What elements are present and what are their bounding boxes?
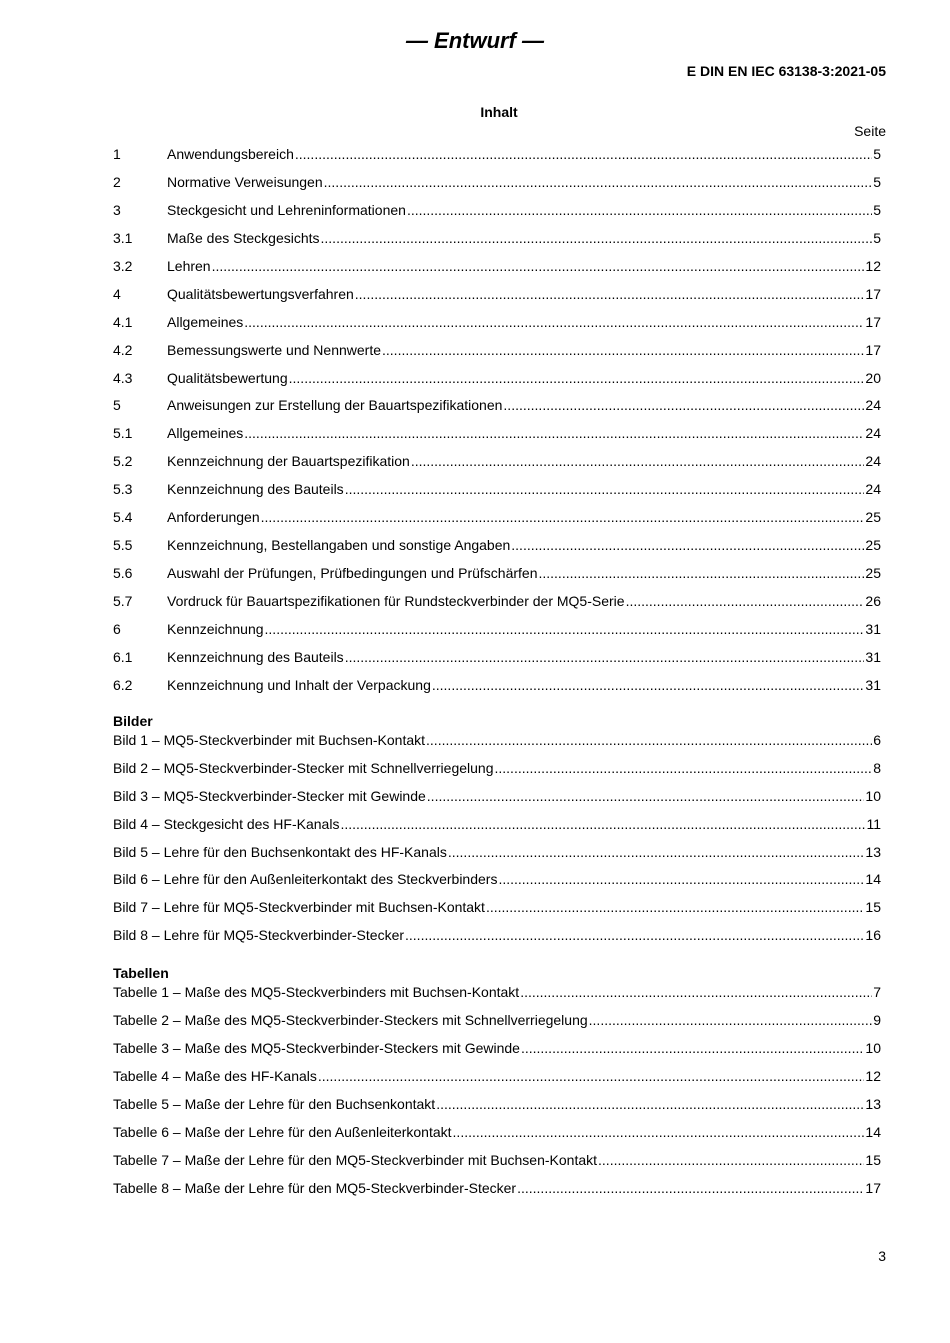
toc-entry-page: 17 — [865, 285, 881, 302]
toc-entry-title: Kennzeichnung der Bauartspezifikation — [167, 453, 410, 470]
toc-entry[interactable] — [113, 478, 881, 506]
figure-entry-page: 15 — [865, 899, 881, 916]
toc-entry-number: 1 — [113, 146, 121, 162]
table-entry-page: 13 — [865, 1096, 881, 1112]
dot-leader — [520, 983, 872, 1001]
dot-leader — [411, 450, 865, 472]
toc-entry[interactable] — [113, 562, 881, 590]
toc-entry-title: Auswahl der Prüfungen, Prüfbedingungen und Prüfschärfen — [167, 565, 538, 582]
figure-entry-title: Bild 2 – MQ5-Steckverbinder-Stecker mit Schnellverriegelung — [113, 759, 494, 776]
toc-entry-title: Kennzeichnung, Bestellangaben und sonstige Angaben — [167, 537, 511, 554]
toc-entry-number: 4.3 — [113, 369, 133, 386]
figure-entry[interactable] — [113, 926, 881, 954]
table-entry-page: 14 — [865, 1123, 881, 1140]
dot-leader — [517, 1179, 864, 1197]
figure-entry-page: 13 — [865, 843, 881, 860]
toc-entry-title: Qualitätsbewertung — [167, 369, 288, 386]
table-entry-title: Tabelle 1 – Maße des MQ5-Steckverbinders mit Buchsen-Kontakt — [113, 984, 520, 1001]
toc-entry-title: Kennzeichnung und Inhalt der Verpackung — [167, 676, 431, 693]
table-entry-title: Tabelle 2 – Maße des MQ5-Steckverbinder-Steckers mit Schnellverriegelung — [113, 1012, 588, 1029]
table-entry-title: Tabelle 4 – Maße des HF-Kanals — [113, 1068, 317, 1085]
tables-heading: Tabellen — [113, 965, 169, 982]
toc-entry-page: 31 — [865, 620, 881, 637]
table-entry[interactable] — [113, 983, 881, 1011]
dot-leader — [261, 506, 865, 528]
toc-entry-number: 5 — [113, 397, 121, 414]
toc-title: Inhalt — [480, 104, 518, 120]
toc-entry-page: 25 — [865, 537, 881, 554]
figure-entry-page: 16 — [865, 927, 881, 944]
toc-entry-title: Maße des Steckgesichts — [167, 229, 320, 246]
table-entry-page: 12 — [865, 1068, 881, 1085]
dot-leader — [265, 618, 865, 640]
dot-leader — [432, 674, 865, 696]
toc-entry-page: 24 — [865, 397, 881, 414]
toc-entry-number: 4 — [113, 285, 121, 302]
toc-entry-title: Normative Verweisungen — [167, 173, 323, 190]
figure-entry[interactable] — [113, 815, 881, 843]
dot-leader — [382, 339, 864, 361]
toc-entry-number: 5.4 — [113, 509, 133, 526]
dot-leader — [598, 1151, 864, 1169]
document-id: E DIN EN IEC 63138-3:2021-05 — [686, 63, 886, 79]
dot-leader — [498, 870, 864, 888]
toc-entry-page: 31 — [865, 676, 881, 693]
toc-entry-number: 2 — [113, 173, 121, 190]
figure-entry[interactable] — [113, 843, 881, 871]
toc-entry[interactable] — [113, 367, 881, 395]
toc-entry-page: 17 — [865, 313, 881, 330]
dot-leader — [355, 283, 865, 305]
dot-leader — [295, 143, 872, 165]
dot-leader — [426, 731, 872, 749]
figure-entry-page: 8 — [873, 759, 881, 776]
toc-entry-title: Anforderungen — [167, 509, 260, 526]
toc-entry[interactable] — [113, 590, 881, 618]
toc-entry[interactable] — [113, 646, 881, 674]
draft-label: — Entwurf — — [405, 28, 545, 53]
toc-entry[interactable] — [113, 450, 881, 478]
figure-entry-title: Bild 8 – Lehre für MQ5-Steckverbinder-Stecker — [113, 927, 405, 944]
figure-entry-title: Bild 7 – Lehre für MQ5-Steckverbinder mit Buchsen-Kontakt — [113, 899, 485, 916]
toc-entry-page: 5 — [873, 229, 881, 246]
toc-entry-title: Vordruck für Bauartspezifikationen für Rundsteckverbinder der MQ5-Serie — [167, 593, 625, 609]
table-entry-page: 10 — [865, 1040, 881, 1057]
table-entry[interactable] — [113, 1123, 881, 1151]
toc-entry-number: 6.2 — [113, 676, 133, 693]
figure-entry-page: 14 — [865, 871, 881, 888]
toc-entry-title: Allgemeines — [167, 313, 244, 330]
figure-entry-title: Bild 5 – Lehre für den Buchsenkontakt des HF-Kanals — [113, 843, 447, 860]
toc-entry-page: 5 — [873, 201, 881, 218]
table-entry-title: Tabelle 5 – Maße der Lehre für den Buchsenkontakt — [113, 1096, 436, 1112]
toc-entry[interactable] — [113, 227, 881, 255]
toc-entry-page: 24 — [865, 425, 881, 442]
toc-entry-page: 25 — [865, 509, 881, 526]
toc-entry-number: 5.5 — [113, 537, 133, 554]
toc-entry[interactable] — [113, 255, 881, 283]
dot-leader — [626, 590, 865, 612]
toc-entry-page: 26 — [865, 593, 881, 609]
dot-leader — [318, 1067, 865, 1085]
toc-entry-title: Bemessungswerte und Nennwerte — [167, 341, 382, 358]
dot-leader — [511, 534, 864, 556]
toc-entry-page: 20 — [865, 369, 881, 386]
page-number: 3 — [878, 1248, 886, 1264]
toc-entry-number: 5.1 — [113, 425, 133, 442]
dot-leader — [244, 311, 864, 333]
toc-entry[interactable] — [113, 394, 881, 422]
figure-entry[interactable] — [113, 731, 881, 759]
dot-leader — [589, 1011, 873, 1029]
toc-entry[interactable] — [113, 311, 881, 339]
tables-list — [113, 983, 881, 1207]
figure-entry-title: Bild 6 – Lehre für den Außenleiterkontakt des Steckverbinders — [113, 871, 498, 888]
figure-entry-page: 11 — [866, 815, 881, 832]
toc-entry-page: 17 — [865, 341, 881, 358]
toc-entry-page: 25 — [865, 565, 881, 582]
page-column-label: Seite — [854, 123, 886, 139]
toc-entry-number: 6.1 — [113, 648, 133, 665]
dot-leader — [340, 815, 865, 833]
toc-entry[interactable] — [113, 618, 881, 646]
figure-entry-title: Bild 4 – Steckgesicht des HF-Kanals — [113, 815, 340, 832]
toc-entry-page: 24 — [865, 453, 881, 470]
toc-entry-page: 5 — [873, 146, 881, 162]
dot-leader — [503, 394, 864, 416]
dot-leader — [495, 759, 873, 777]
dot-leader — [345, 478, 865, 500]
dot-leader — [405, 926, 864, 944]
table-entry-title: Tabelle 7 – Maße der Lehre für den MQ5-Steckverbinder mit Buchsen-Kontakt — [113, 1151, 598, 1168]
toc-entry[interactable] — [113, 422, 881, 450]
figure-entry-page: 10 — [865, 787, 881, 804]
table-entry[interactable] — [113, 1151, 881, 1179]
toc-entry-title: Anweisungen zur Erstellung der Bauartspezifikationen — [167, 397, 503, 414]
figure-entry[interactable] — [113, 870, 881, 898]
toc-entry[interactable] — [113, 143, 881, 171]
toc-entry-title: Kennzeichnung des Bauteils — [167, 648, 344, 665]
figures-heading: Bilder — [113, 712, 153, 729]
toc-entry[interactable] — [113, 283, 881, 311]
dot-leader — [407, 199, 872, 221]
toc-entry-title: Kennzeichnung des Bauteils — [167, 481, 344, 498]
toc-entry-title: Kennzeichnung — [167, 620, 264, 637]
toc-entry-number: 3.1 — [113, 229, 133, 246]
table-entry[interactable] — [113, 1039, 881, 1067]
toc-entry-page: 24 — [865, 481, 881, 498]
table-entry-page: 7 — [873, 984, 881, 1001]
toc-entry[interactable] — [113, 171, 881, 199]
dot-leader — [244, 422, 864, 444]
toc-entry[interactable] — [113, 339, 881, 367]
toc-entry-page: 12 — [865, 257, 881, 274]
toc-entry-number: 5.7 — [113, 593, 133, 609]
dot-leader — [521, 1039, 864, 1057]
dot-leader — [486, 898, 864, 916]
toc-entry-title: Lehren — [167, 257, 211, 274]
toc-entry-title: Anwendungsbereich — [167, 146, 294, 162]
table-entry[interactable] — [113, 1179, 881, 1207]
toc-section-list — [113, 143, 881, 702]
dot-leader — [427, 787, 865, 805]
table-entry-page: 17 — [865, 1179, 881, 1196]
figure-entry-title: Bild 3 – MQ5-Steckverbinder-Stecker mit Gewinde — [113, 787, 426, 804]
toc-entry-title: Qualitätsbewertungsverfahren — [167, 285, 354, 302]
toc-entry-title: Steckgesicht und Lehreninformationen — [167, 201, 406, 218]
toc-entry-number: 4.2 — [113, 341, 133, 358]
toc-entry[interactable] — [113, 199, 881, 227]
toc-entry-number: 3 — [113, 201, 121, 218]
toc-entry-page: 5 — [873, 173, 881, 190]
toc-entry-title: Allgemeines — [167, 425, 244, 442]
toc-entry-number: 6 — [113, 620, 121, 637]
dot-leader — [453, 1123, 865, 1141]
figure-entry-page: 6 — [873, 731, 881, 748]
toc-entry[interactable] — [113, 506, 881, 534]
toc-entry-number: 5.3 — [113, 481, 133, 498]
toc-entry-page: 31 — [865, 648, 881, 665]
toc-entry[interactable] — [113, 674, 881, 702]
table-entry-page: 9 — [873, 1012, 881, 1029]
figure-entry[interactable] — [113, 759, 881, 787]
table-entry-title: Tabelle 6 – Maße der Lehre für den Außenleiterkontakt — [113, 1123, 452, 1140]
dot-leader — [324, 171, 873, 193]
dot-leader — [345, 646, 865, 668]
table-entry[interactable] — [113, 1011, 881, 1039]
dot-leader — [436, 1095, 864, 1113]
dot-leader — [538, 562, 864, 584]
table-entry[interactable] — [113, 1095, 881, 1123]
dot-leader — [448, 843, 865, 861]
toc-entry-number: 5.6 — [113, 565, 133, 582]
toc-entry-number: 4.1 — [113, 313, 133, 330]
table-entry-page: 15 — [865, 1151, 881, 1168]
table-of-contents — [113, 143, 881, 1207]
figure-entry[interactable] — [113, 787, 881, 815]
dot-leader — [212, 255, 865, 277]
toc-entry[interactable] — [113, 534, 881, 562]
toc-entry-number: 5.2 — [113, 453, 133, 470]
dot-leader — [289, 367, 865, 389]
dot-leader — [321, 227, 873, 249]
table-entry[interactable] — [113, 1067, 881, 1095]
table-entry-title: Tabelle 8 – Maße der Lehre für den MQ5-Steckverbinder-Stecker — [113, 1179, 517, 1196]
toc-entry-number: 3.2 — [113, 257, 133, 274]
table-entry-title: Tabelle 3 – Maße des MQ5-Steckverbinder-Steckers mit Gewinde — [113, 1040, 520, 1057]
figure-entry[interactable] — [113, 898, 881, 926]
figure-entry-title: Bild 1 – MQ5-Steckverbinder mit Buchsen-Kontakt — [113, 731, 426, 748]
figures-list — [113, 731, 881, 955]
